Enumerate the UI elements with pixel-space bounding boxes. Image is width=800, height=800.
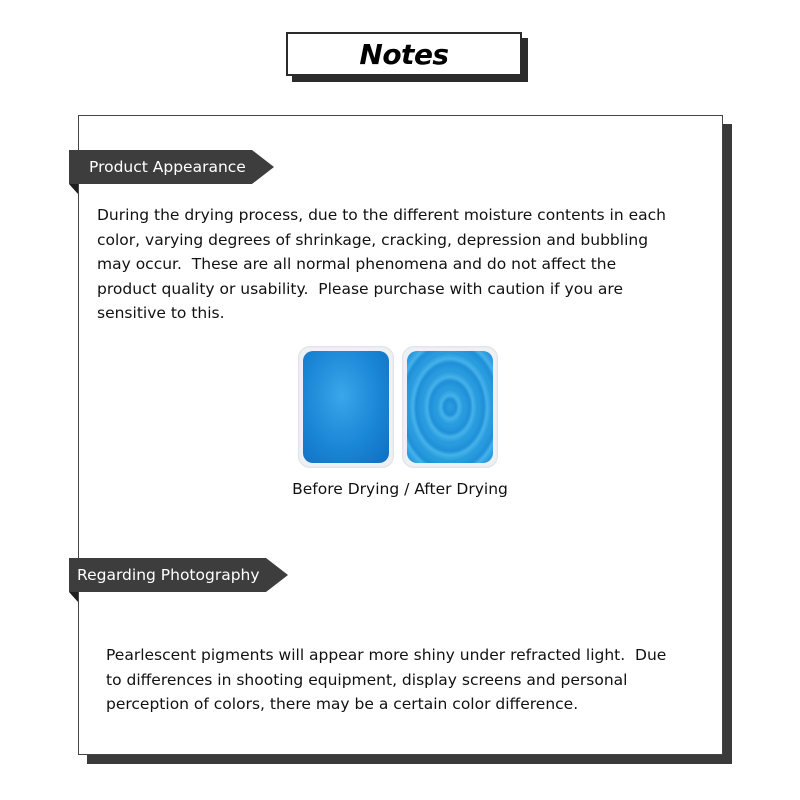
section-body-product-appearance: During the drying process, due to the different moisture contents in each color, varying degrees of shrinkage, cracking, depression and bubbling may occur. These are all normal phenomena and do not affect the product quality or usability. Please purchase with caution if you are sensitive to this. (97, 206, 666, 322)
paint-pan-before (303, 351, 389, 463)
page-title: Notes (359, 37, 449, 71)
section-heading: Regarding Photography (77, 566, 260, 584)
section-ribbon-product-appearance (69, 150, 274, 184)
ribbon-fold (69, 592, 78, 602)
section-ribbon-regarding-photography (69, 558, 288, 592)
paint-pan-after (407, 351, 493, 463)
ribbon-arrow (252, 150, 274, 184)
swatch-before-drying (298, 346, 394, 468)
section-heading: Product Appearance (89, 158, 246, 176)
section-body-regarding-photography: Pearlescent pigments will appear more shiny under refracted light. Due to differences in shooting equipment, display screens and personal perception of colors, there may be a certain color difference. (106, 646, 667, 713)
ribbon-arrow (266, 558, 288, 592)
swatch-after-drying (402, 346, 498, 468)
comparison-caption: Before Drying / After Drying (292, 480, 508, 498)
title-box (286, 32, 522, 76)
ribbon-fold (69, 184, 78, 194)
